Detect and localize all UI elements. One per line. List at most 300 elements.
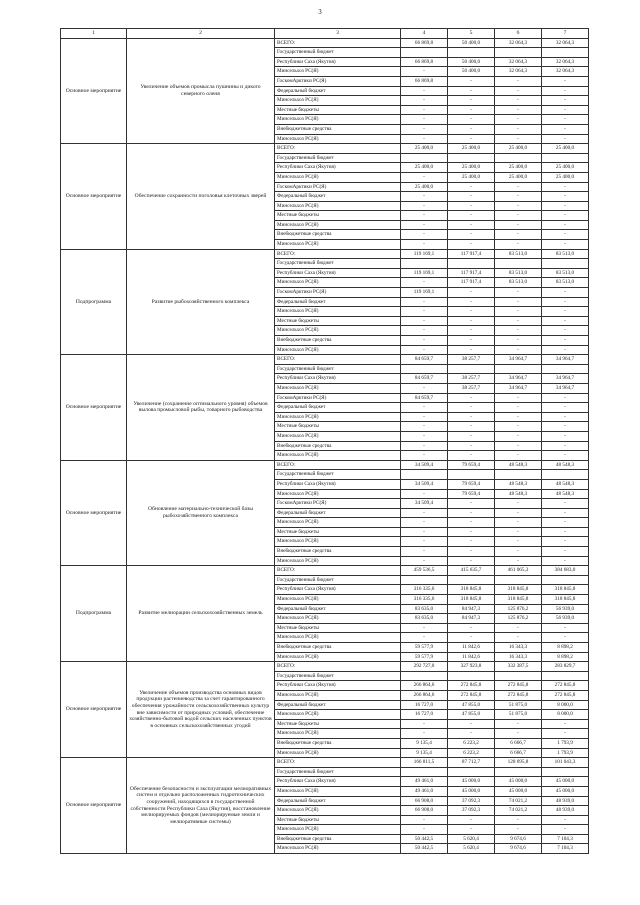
amount-cell: 32 064,3 xyxy=(495,38,542,48)
section-kind-cell: Основное мероприятие xyxy=(61,144,127,250)
section-name-cell: Развитие мелиорации сельскохозяйственных земель xyxy=(127,566,275,662)
amount-cell: 25 400,0 xyxy=(495,163,542,173)
amount-cell: 51 875,0 xyxy=(495,700,542,710)
amount-cell: 66 869,8 xyxy=(401,76,448,86)
amount-cell: - xyxy=(495,451,542,461)
amount-cell: - xyxy=(542,115,589,125)
amount-cell: - xyxy=(542,86,589,96)
amount-cell: 25 400,0 xyxy=(448,163,495,173)
amount-cell: - xyxy=(495,307,542,317)
amount-cell: - xyxy=(401,172,448,182)
amount-cell: 7 104,3 xyxy=(542,844,589,854)
amount-cell xyxy=(495,470,542,480)
funding-source-cell: Федеральный бюджет xyxy=(275,700,401,710)
amount-cell: - xyxy=(495,815,542,825)
amount-cell: 45 000,0 xyxy=(448,786,495,796)
amount-cell: - xyxy=(542,307,589,317)
amount-cell: 25 400,0 xyxy=(542,144,589,154)
amount-cell: - xyxy=(542,527,589,537)
amount-cell: 119 169,1 xyxy=(401,288,448,298)
amount-cell: - xyxy=(401,633,448,643)
amount-cell: 56 939,0 xyxy=(542,614,589,624)
funding-source-cell: Республики Саха (Якутия) xyxy=(275,681,401,691)
amount-cell: - xyxy=(401,86,448,96)
amount-cell: - xyxy=(448,633,495,643)
amount-cell: - xyxy=(448,547,495,557)
amount-cell: 48 548,3 xyxy=(495,479,542,489)
amount-cell: 34 964,7 xyxy=(542,355,589,365)
amount-cell: 84 947,3 xyxy=(448,604,495,614)
amount-cell: 59 577,9 xyxy=(401,643,448,653)
amount-cell xyxy=(448,364,495,374)
amount-cell: 34 964,7 xyxy=(542,374,589,384)
amount-cell: 9 135,4 xyxy=(401,748,448,758)
amount-cell: 11 842,6 xyxy=(448,643,495,653)
amount-cell: 25 400,0 xyxy=(495,172,542,182)
amount-cell: - xyxy=(401,556,448,566)
amount-cell: - xyxy=(401,345,448,355)
amount-cell: - xyxy=(401,192,448,202)
amount-cell: 272 845,8 xyxy=(495,690,542,700)
amount-cell xyxy=(542,767,589,777)
amount-cell: - xyxy=(542,297,589,307)
amount-cell: 83 513,0 xyxy=(495,268,542,278)
amount-cell: - xyxy=(448,316,495,326)
amount-cell: - xyxy=(542,825,589,835)
funding-source-cell: Минсельхоз РС(Я) xyxy=(275,595,401,605)
amount-cell: 272 845,8 xyxy=(448,681,495,691)
amount-cell: 117 917,4 xyxy=(448,249,495,259)
amount-cell: 34 964,7 xyxy=(495,383,542,393)
amount-cell xyxy=(448,48,495,58)
amount-cell: 25 400,0 xyxy=(542,172,589,182)
amount-cell: 38 257,7 xyxy=(448,355,495,365)
amount-cell: - xyxy=(401,489,448,499)
amount-cell: 384 683,0 xyxy=(542,566,589,576)
header-cell: 4 xyxy=(401,29,448,39)
amount-cell: 1 793,9 xyxy=(542,748,589,758)
amount-cell: 84 947,3 xyxy=(448,614,495,624)
amount-cell: 318 845,8 xyxy=(448,595,495,605)
amount-cell: - xyxy=(401,623,448,633)
section-kind-cell: Основное мероприятие xyxy=(61,460,127,566)
funding-source-cell: ВСЕГО: xyxy=(275,566,401,576)
funding-source-cell: Федеральный бюджет xyxy=(275,508,401,518)
amount-cell: - xyxy=(401,211,448,221)
amount-cell: 8 898,2 xyxy=(542,652,589,662)
amount-cell: 9 135,4 xyxy=(401,738,448,748)
section-kind-cell: Основное мероприятие xyxy=(61,355,127,461)
amount-cell: 49 461,0 xyxy=(401,786,448,796)
amount-cell: 48 548,3 xyxy=(542,460,589,470)
funding-source-cell: Внебюджетные средства xyxy=(275,643,401,653)
amount-cell xyxy=(401,575,448,585)
amount-cell: - xyxy=(448,719,495,729)
amount-cell: 79 659,4 xyxy=(448,479,495,489)
funding-source-cell: Республики Саха (Якутия) xyxy=(275,268,401,278)
amount-cell: 66 908,0 xyxy=(401,806,448,816)
amount-cell: 283 829,7 xyxy=(542,662,589,672)
amount-cell: - xyxy=(401,124,448,134)
amount-cell: - xyxy=(448,537,495,547)
amount-cell: - xyxy=(542,201,589,211)
amount-cell: - xyxy=(495,508,542,518)
amount-cell: 66 869,8 xyxy=(401,57,448,67)
amount-cell: 9 674,6 xyxy=(495,834,542,844)
amount-cell: 34 964,7 xyxy=(495,374,542,384)
funding-source-cell: Минсельхоз РС(Я) xyxy=(275,431,401,441)
funding-source-cell: Местные бюджеты xyxy=(275,316,401,326)
funding-source-cell: Местные бюджеты xyxy=(275,623,401,633)
amount-cell: - xyxy=(401,115,448,125)
amount-cell: 7 104,3 xyxy=(542,834,589,844)
table-header-row xyxy=(61,29,589,39)
amount-cell xyxy=(401,259,448,269)
funding-source-cell: Минсельхоз РС(Я) xyxy=(275,614,401,624)
amount-cell: - xyxy=(542,719,589,729)
amount-cell: - xyxy=(542,431,589,441)
amount-cell: - xyxy=(401,719,448,729)
amount-cell: 128 695,8 xyxy=(495,758,542,768)
funding-source-cell: Федеральный бюджет xyxy=(275,297,401,307)
amount-cell: 117 917,4 xyxy=(448,268,495,278)
amount-cell: - xyxy=(495,115,542,125)
amount-cell: 83 513,0 xyxy=(542,249,589,259)
amount-cell: 50 442,5 xyxy=(401,844,448,854)
amount-cell: - xyxy=(448,76,495,86)
amount-cell: - xyxy=(401,230,448,240)
amount-cell: - xyxy=(448,307,495,317)
funding-source-cell: ВСЕГО: xyxy=(275,144,401,154)
amount-cell: - xyxy=(542,230,589,240)
header-cell: 3 xyxy=(275,29,401,39)
header-cell: 7 xyxy=(542,29,589,39)
amount-cell: 83 513,0 xyxy=(542,268,589,278)
amount-cell: 48 939,0 xyxy=(542,806,589,816)
amount-cell: - xyxy=(448,240,495,250)
funding-source-cell: Местные бюджеты xyxy=(275,527,401,537)
amount-cell: 83 635,0 xyxy=(401,614,448,624)
amount-cell xyxy=(495,153,542,163)
funding-source-cell: Республики Саха (Якутия) xyxy=(275,57,401,67)
amount-cell: 38 257,7 xyxy=(448,374,495,384)
amount-cell: - xyxy=(448,422,495,432)
amount-cell: - xyxy=(448,192,495,202)
amount-cell: - xyxy=(495,825,542,835)
funding-source-cell: Федеральный бюджет xyxy=(275,192,401,202)
amount-cell: - xyxy=(542,393,589,403)
amount-cell: 66 908,0 xyxy=(401,796,448,806)
amount-cell: - xyxy=(401,815,448,825)
section-name-cell: Увеличение объемов производства основных видов продукции растениеводства за счет гарантированного обеспечения урожайности сельскохозяйственных культур вне зависимости от природных условий, обеспечение хозяйственно-бытовой водой сельских населенных пунктов в основных сельскохозяйственных угодий xyxy=(127,662,275,758)
amount-cell: - xyxy=(542,192,589,202)
amount-cell: - xyxy=(401,729,448,739)
funding-source-cell: Федеральный бюджет xyxy=(275,86,401,96)
amount-cell: 37 092,3 xyxy=(448,806,495,816)
amount-cell: 11 842,6 xyxy=(448,652,495,662)
amount-cell: 34 509,4 xyxy=(401,499,448,509)
amount-cell: 38 257,7 xyxy=(448,383,495,393)
amount-cell: - xyxy=(401,220,448,230)
amount-cell: 45 000,0 xyxy=(542,777,589,787)
amount-cell xyxy=(542,364,589,374)
amount-cell: - xyxy=(448,441,495,451)
funding-source-cell: Федеральный бюджет xyxy=(275,796,401,806)
funding-source-cell: Государственный бюджет xyxy=(275,671,401,681)
funding-source-cell: Минсельхоз РС(Я) xyxy=(275,172,401,182)
amount-cell: 50 442,5 xyxy=(401,834,448,844)
amount-cell: - xyxy=(448,499,495,509)
amount-cell: 79 659,4 xyxy=(448,460,495,470)
funding-source-cell: Минсельхоз РС(Я) xyxy=(275,652,401,662)
amount-cell: - xyxy=(542,182,589,192)
amount-cell: 83 513,0 xyxy=(542,278,589,288)
amount-cell: - xyxy=(542,441,589,451)
amount-cell: 119 169,1 xyxy=(401,249,448,259)
funding-source-cell: Минсельхоз РС(Я) xyxy=(275,748,401,758)
amount-cell: - xyxy=(542,316,589,326)
amount-cell: - xyxy=(401,278,448,288)
amount-cell: 16 343,3 xyxy=(495,643,542,653)
amount-cell: 87 712,7 xyxy=(448,758,495,768)
funding-source-cell: Государственный бюджет xyxy=(275,470,401,480)
amount-cell xyxy=(401,767,448,777)
amount-cell: - xyxy=(448,623,495,633)
funding-source-cell: Минсельхоз РС(Я) xyxy=(275,96,401,106)
amount-cell: 56 939,0 xyxy=(542,604,589,614)
amount-cell: - xyxy=(401,240,448,250)
amount-cell: 45 000,0 xyxy=(495,786,542,796)
amount-cell: - xyxy=(542,211,589,221)
amount-cell: 16 727,0 xyxy=(401,710,448,720)
amount-cell: - xyxy=(542,220,589,230)
table-row xyxy=(61,566,589,576)
amount-cell: - xyxy=(401,297,448,307)
amount-cell: 50 400,0 xyxy=(448,38,495,48)
funding-source-cell: Республики Саха (Якутия) xyxy=(275,163,401,173)
amount-cell: 1 793,9 xyxy=(542,738,589,748)
funding-source-cell: Минсельхоз РС(Я) xyxy=(275,326,401,336)
table-row xyxy=(61,249,589,259)
funding-source-cell: ВСЕГО: xyxy=(275,460,401,470)
amount-cell: - xyxy=(542,134,589,144)
amount-cell: - xyxy=(401,508,448,518)
amount-cell: - xyxy=(495,431,542,441)
amount-cell: 47 855,0 xyxy=(448,700,495,710)
amount-cell: 83 513,0 xyxy=(495,278,542,288)
amount-cell: - xyxy=(401,825,448,835)
amount-cell: - xyxy=(542,508,589,518)
amount-cell: - xyxy=(542,422,589,432)
funding-source-cell: Минсельхоз РС(Я) xyxy=(275,345,401,355)
amount-cell: 119 169,1 xyxy=(401,268,448,278)
amount-cell: - xyxy=(401,307,448,317)
funding-source-cell: Местные бюджеты xyxy=(275,211,401,221)
amount-cell: - xyxy=(495,86,542,96)
amount-cell: - xyxy=(448,220,495,230)
amount-cell: - xyxy=(495,96,542,106)
funding-source-cell: Минсельхоз РС(Я) xyxy=(275,134,401,144)
amount-cell: 51 875,0 xyxy=(495,710,542,720)
amount-cell: - xyxy=(542,499,589,509)
amount-cell: 318 845,8 xyxy=(495,585,542,595)
amount-cell: 292 727,0 xyxy=(401,662,448,672)
amount-cell: - xyxy=(448,729,495,739)
funding-source-cell: Минсельхоз РС(Я) xyxy=(275,710,401,720)
amount-cell: 6 666,7 xyxy=(495,738,542,748)
funding-source-cell: ВСЕГО: xyxy=(275,662,401,672)
amount-cell: - xyxy=(401,201,448,211)
amount-cell: - xyxy=(401,326,448,336)
amount-cell: - xyxy=(495,345,542,355)
amount-cell: 117 917,4 xyxy=(448,278,495,288)
funding-source-cell: Минсельхоз РС(Я) xyxy=(275,806,401,816)
section-name-cell: Обновление материально-технической базы рыбохозяйственного комплекса xyxy=(127,460,275,566)
amount-cell: 8 000,0 xyxy=(542,700,589,710)
amount-cell: - xyxy=(495,230,542,240)
amount-cell: 25 400,0 xyxy=(495,144,542,154)
amount-cell: - xyxy=(495,297,542,307)
amount-cell: - xyxy=(495,518,542,528)
funding-source-cell: Внебюджетные средства xyxy=(275,738,401,748)
funding-source-cell: Республики Саха (Якутия) xyxy=(275,374,401,384)
amount-cell: - xyxy=(448,115,495,125)
amount-cell xyxy=(401,48,448,58)
header-cell: 5 xyxy=(448,29,495,39)
amount-cell xyxy=(495,48,542,58)
amount-cell: 266 864,6 xyxy=(401,681,448,691)
amount-cell xyxy=(542,470,589,480)
amount-cell xyxy=(448,671,495,681)
amount-cell xyxy=(542,153,589,163)
amount-cell: - xyxy=(448,134,495,144)
amount-cell: - xyxy=(448,336,495,346)
amount-cell: 48 548,3 xyxy=(495,489,542,499)
amount-cell: - xyxy=(495,326,542,336)
funding-source-cell: Местные бюджеты xyxy=(275,815,401,825)
funding-source-cell: Минсельхоз РС(Я) xyxy=(275,383,401,393)
funding-source-cell: Минсельхоз РС(Я) xyxy=(275,844,401,854)
funding-source-cell: Минсельхоз РС(Я) xyxy=(275,240,401,250)
amount-cell xyxy=(448,575,495,585)
amount-cell: - xyxy=(448,288,495,298)
amount-cell: 316 335,6 xyxy=(401,585,448,595)
amount-cell: - xyxy=(495,220,542,230)
funding-source-cell: Минсельхоз РС(Я) xyxy=(275,489,401,499)
amount-cell: - xyxy=(542,96,589,106)
amount-cell: 74 021,2 xyxy=(495,796,542,806)
funding-source-cell: Минсельхоз РС(Я) xyxy=(275,518,401,528)
amount-cell: 272 845,8 xyxy=(542,690,589,700)
amount-cell: 25 400,0 xyxy=(542,163,589,173)
amount-cell: - xyxy=(448,124,495,134)
amount-cell: 83 635,0 xyxy=(401,604,448,614)
funding-source-cell: Минсельхоз РС(Я) xyxy=(275,825,401,835)
amount-cell: 37 092,3 xyxy=(448,796,495,806)
amount-cell: 25 400,0 xyxy=(448,144,495,154)
amount-cell: 166 811,5 xyxy=(401,758,448,768)
amount-cell: 318 845,8 xyxy=(448,585,495,595)
amount-cell: 84 659,7 xyxy=(401,374,448,384)
amount-cell: - xyxy=(542,403,589,413)
funding-source-cell: Местные бюджеты xyxy=(275,105,401,115)
amount-cell: 272 845,8 xyxy=(495,681,542,691)
funding-source-cell: Государственный бюджет xyxy=(275,364,401,374)
amount-cell: - xyxy=(495,336,542,346)
funding-source-cell: Федеральный бюджет xyxy=(275,604,401,614)
amount-cell: 16 343,3 xyxy=(495,652,542,662)
funding-source-cell: ГоскомАрктики РС(Я) xyxy=(275,288,401,298)
amount-cell: 8 898,2 xyxy=(542,643,589,653)
amount-cell: 34 509,4 xyxy=(401,479,448,489)
table-row xyxy=(61,758,589,768)
funding-source-cell: Минсельхоз РС(Я) xyxy=(275,633,401,643)
amount-cell: - xyxy=(542,345,589,355)
amount-cell: - xyxy=(495,124,542,134)
header-cell: 2 xyxy=(127,29,275,39)
funding-source-cell: Государственный бюджет xyxy=(275,48,401,58)
funding-source-cell: Минсельхоз РС(Я) xyxy=(275,115,401,125)
amount-cell: - xyxy=(542,547,589,557)
amount-cell: - xyxy=(495,537,542,547)
amount-cell: - xyxy=(542,240,589,250)
amount-cell: - xyxy=(495,527,542,537)
amount-cell: - xyxy=(495,422,542,432)
amount-cell: - xyxy=(495,499,542,509)
amount-cell xyxy=(401,470,448,480)
amount-cell: - xyxy=(542,537,589,547)
funding-source-cell: ГоскомАрктики РС(Я) xyxy=(275,499,401,509)
amount-cell xyxy=(448,153,495,163)
header-cell: 6 xyxy=(495,29,542,39)
amount-cell: - xyxy=(401,96,448,106)
amount-cell: - xyxy=(495,316,542,326)
table-body xyxy=(61,29,589,854)
amount-cell: 25 400,0 xyxy=(401,163,448,173)
amount-cell: 34 509,4 xyxy=(401,460,448,470)
amount-cell: 32 064,3 xyxy=(542,38,589,48)
amount-cell: 32 064,3 xyxy=(495,57,542,67)
table-row xyxy=(61,38,589,48)
funding-source-cell: Государственный бюджет xyxy=(275,259,401,269)
amount-cell: 318 845,8 xyxy=(542,585,589,595)
amount-cell: 6 666,7 xyxy=(495,748,542,758)
section-name-cell: Обеспечение безопасности и эксплуатации мелиоративных систем и отдельно расположенных гидротехнических сооружений, находящихся в государственной собственности Республики Саха (Якутия), восстановление мелиорируемых фондов (мелиорируемые земли и мелиоративные системы) xyxy=(127,758,275,854)
amount-cell: 59 577,9 xyxy=(401,652,448,662)
funding-source-cell: Государственный бюджет xyxy=(275,767,401,777)
amount-cell: - xyxy=(495,547,542,557)
amount-cell: - xyxy=(495,412,542,422)
amount-cell: - xyxy=(542,124,589,134)
amount-cell: 48 548,3 xyxy=(542,479,589,489)
amount-cell: 272 845,8 xyxy=(448,690,495,700)
amount-cell: 84 659,7 xyxy=(401,355,448,365)
amount-cell: - xyxy=(448,527,495,537)
amount-cell: 66 869,8 xyxy=(401,38,448,48)
table-row xyxy=(61,355,589,365)
amount-cell: - xyxy=(401,441,448,451)
amount-cell xyxy=(401,671,448,681)
amount-cell: - xyxy=(448,518,495,528)
amount-cell: 318 845,8 xyxy=(495,595,542,605)
amount-cell: - xyxy=(401,412,448,422)
amount-cell xyxy=(542,48,589,58)
section-kind-cell: Подпрограмма xyxy=(61,249,127,355)
amount-cell: 34 964,7 xyxy=(495,355,542,365)
section-name-cell: Обеспечение сохранности поголовья клеточных зверей xyxy=(127,144,275,250)
amount-cell: - xyxy=(542,412,589,422)
amount-cell: 45 000,0 xyxy=(448,777,495,787)
